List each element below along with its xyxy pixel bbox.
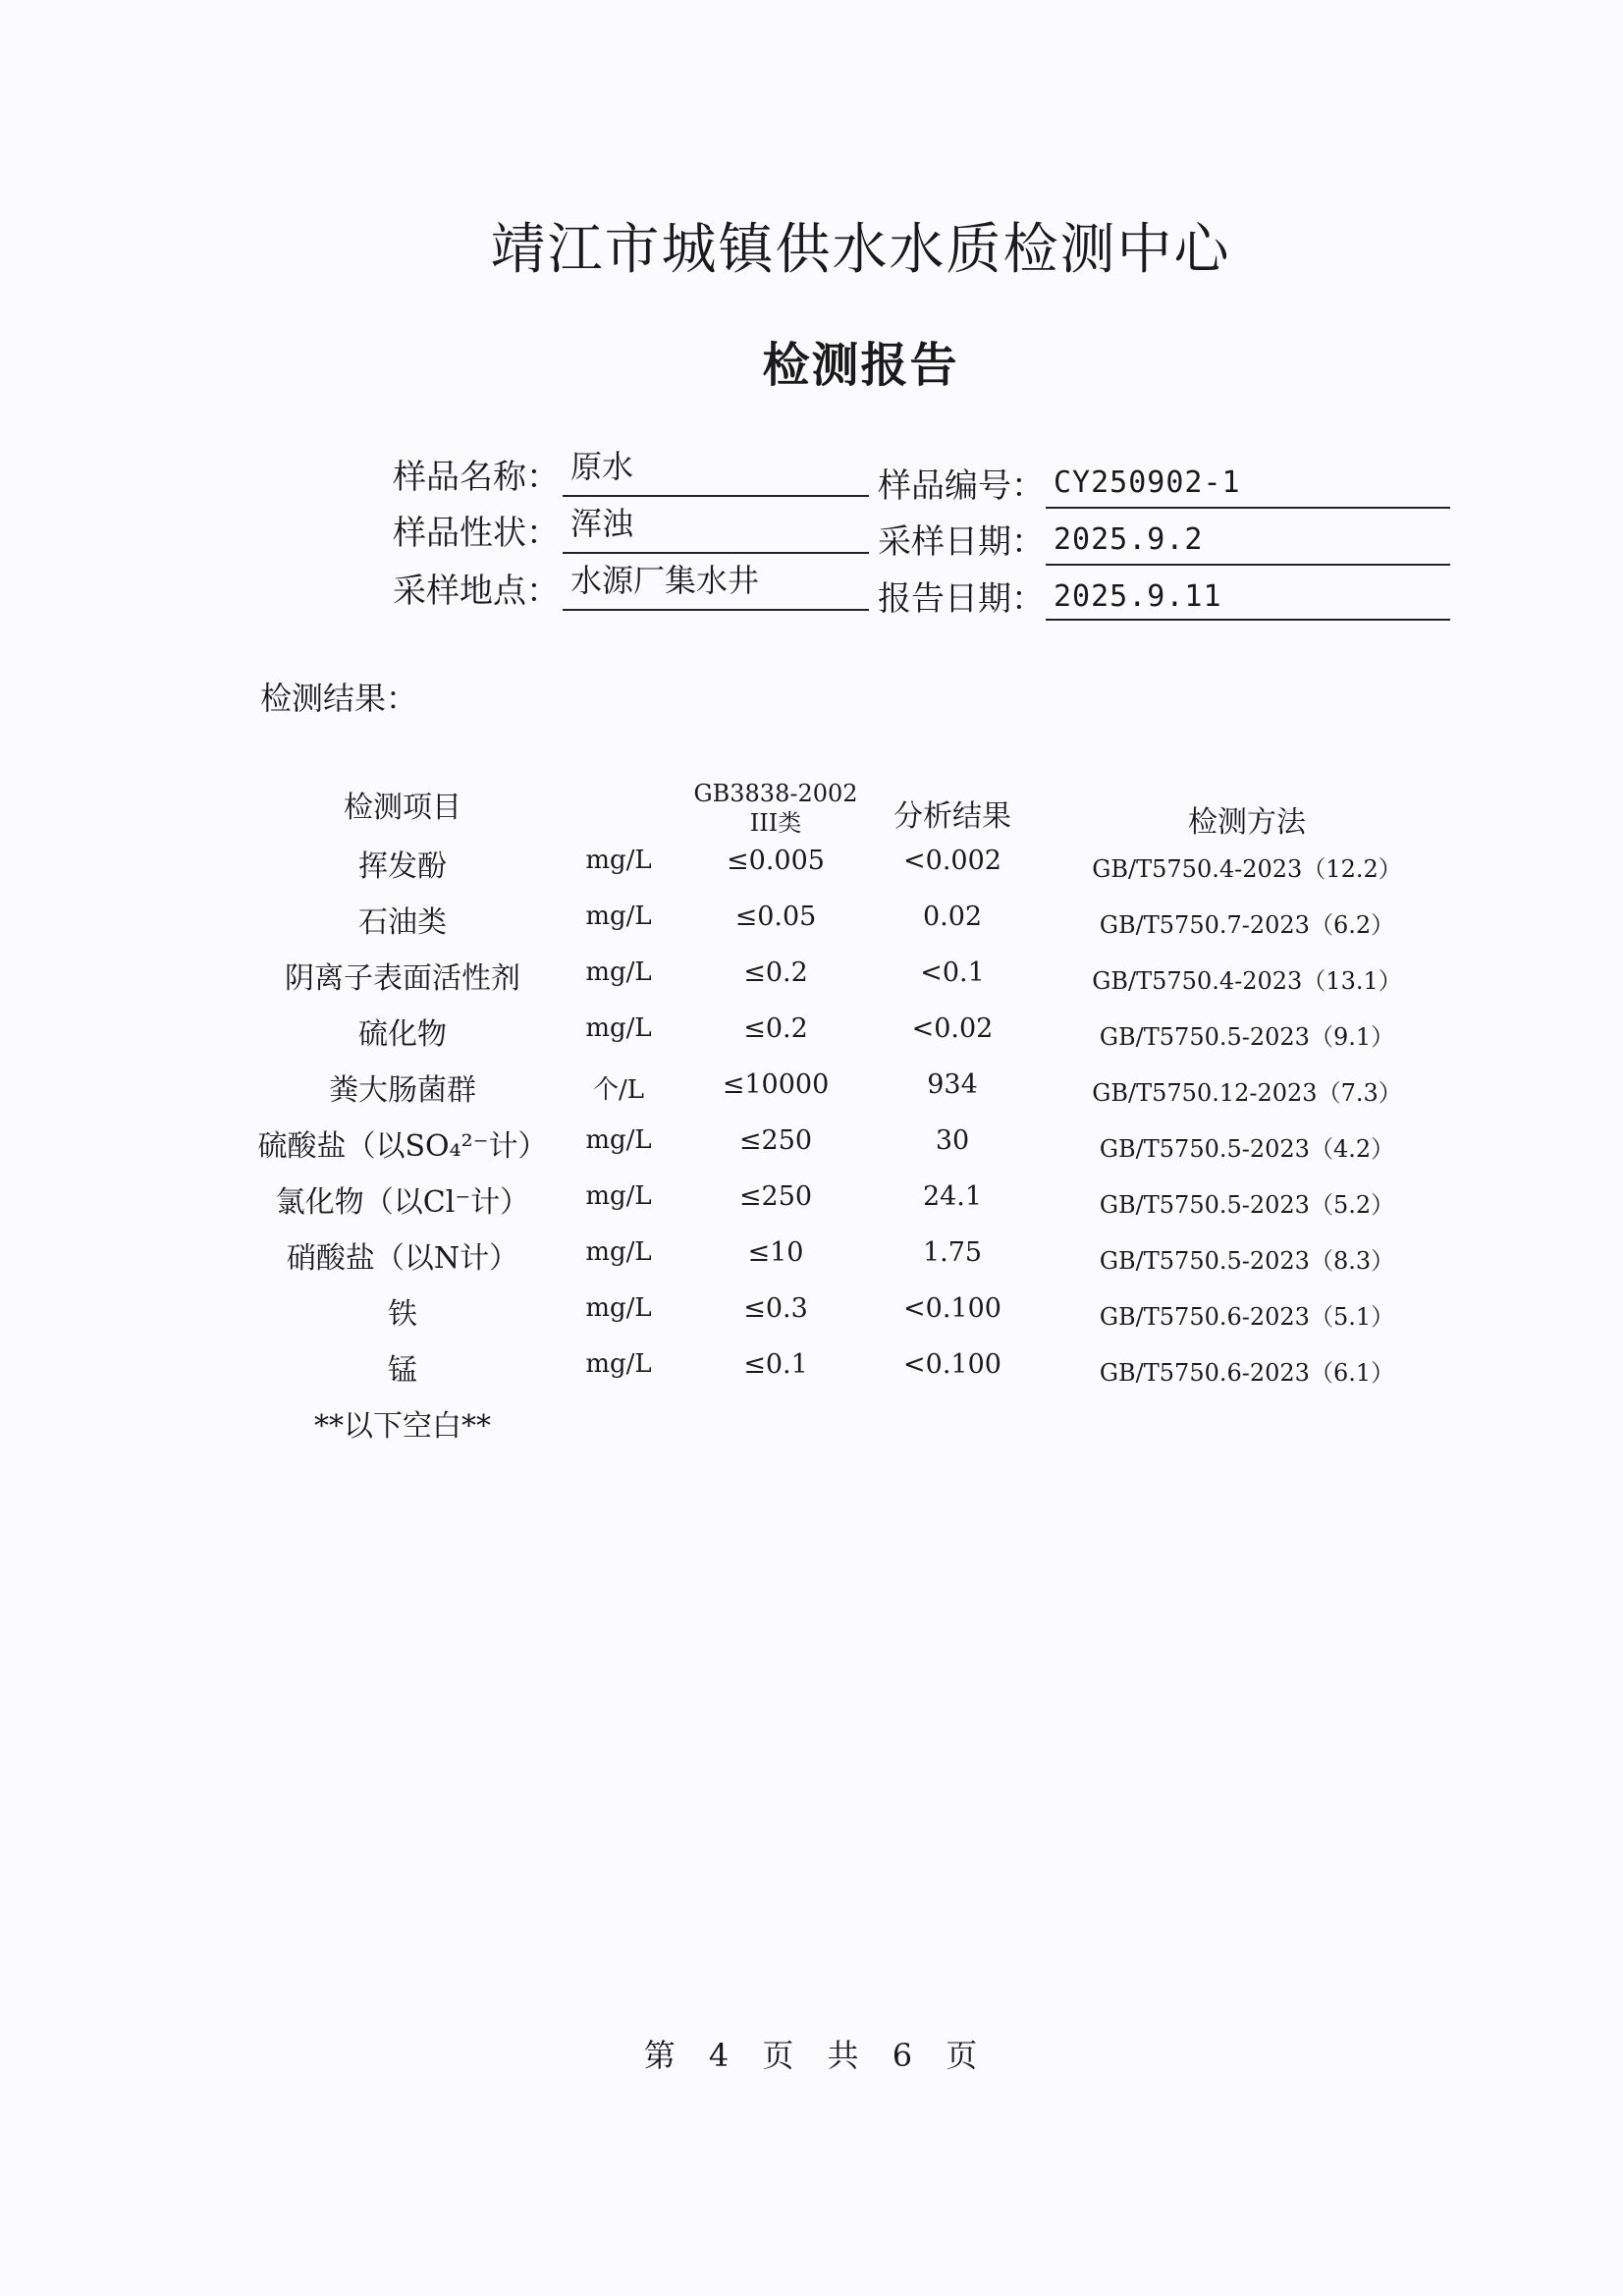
table-row: [0, 954, 1623, 1010]
row-unit: mg/L: [585, 1181, 652, 1211]
row-unit: mg/L: [585, 902, 652, 931]
document-title: 检测报告: [762, 338, 959, 393]
row-unit: mg/L: [585, 957, 652, 987]
header-standard: [677, 779, 874, 838]
row-limit: ≤10000: [722, 1069, 830, 1100]
header-result: 分析结果: [893, 799, 1011, 834]
row-item: 锰: [388, 1353, 417, 1388]
row-result: 934: [927, 1069, 978, 1100]
row-item: 阴离子表面活性剂: [285, 961, 520, 996]
sample-name-value: 原水: [563, 442, 869, 497]
table-row: [0, 842, 1623, 898]
row-item: 硝酸盐（以N计）: [286, 1241, 519, 1276]
row-result: <0.1: [920, 957, 985, 988]
sample-code-value: CY250902-1: [1046, 462, 1450, 509]
sampling-location-label: 采样地点：: [393, 572, 560, 611]
row-method: GB/T5750.5-2023（9.1）: [1099, 1023, 1395, 1051]
sampling-location-value: 水源厂集水井: [563, 556, 869, 611]
sample-state-label: 样品性状：: [393, 514, 560, 553]
row-result: <0.02: [911, 1013, 994, 1044]
table-row: [0, 1177, 1623, 1233]
sample-name-label: 样品名称：: [393, 458, 560, 497]
row-result: 1.75: [922, 1237, 983, 1268]
row-result: <0.100: [903, 1349, 1001, 1380]
row-unit: mg/L: [585, 1237, 652, 1267]
sampling-date-value: 2025.9.2: [1046, 519, 1450, 566]
row-result: 0.02: [922, 902, 983, 932]
table-row: [0, 1010, 1623, 1066]
row-item: 硫化物: [358, 1017, 447, 1052]
row-method: GB/T5750.6-2023（6.1）: [1099, 1359, 1395, 1387]
sample-code-label: 样品编号：: [878, 466, 1045, 506]
report-date-value: 2025.9.11: [1046, 575, 1450, 621]
row-result: <0.002: [903, 846, 1001, 876]
row-limit: ≤10: [747, 1237, 804, 1268]
row-unit: mg/L: [585, 1013, 652, 1043]
row-method: GB/T5750.4-2023（13.1）: [1092, 967, 1402, 995]
row-item: 粪大肠菌群: [329, 1073, 476, 1108]
row-method: GB/T5750.12-2023（7.3）: [1092, 1079, 1402, 1107]
row-limit: ≤0.3: [743, 1293, 808, 1324]
table-row: [0, 1066, 1623, 1121]
results-section-label: 检测结果：: [260, 680, 418, 717]
table-row: [0, 1345, 1623, 1401]
row-method: GB/T5750.5-2023（8.3）: [1099, 1247, 1395, 1275]
table-row: [0, 1289, 1623, 1345]
row-limit: ≤0.2: [743, 957, 808, 988]
row-unit: mg/L: [585, 1293, 652, 1323]
organization-name: 靖江市城镇供水水质检测中心: [490, 218, 1231, 282]
row-method: GB/T5750.4-2023（12.2）: [1092, 855, 1402, 883]
header-item: 检测项目: [344, 791, 461, 825]
row-unit: 个/L: [592, 1075, 645, 1105]
row-limit: ≤0.2: [743, 1013, 808, 1044]
row-item: 氯化物（以Cl⁻计）: [275, 1185, 530, 1220]
row-item: 铁: [388, 1297, 417, 1332]
row-limit: ≤250: [738, 1125, 813, 1156]
row-result: <0.100: [903, 1293, 1001, 1324]
sample-state-value: 浑浊: [563, 499, 869, 554]
row-limit: ≤0.1: [743, 1349, 808, 1380]
row-limit: ≤0.005: [727, 846, 825, 876]
row-method: GB/T5750.5-2023（5.2）: [1099, 1191, 1395, 1219]
row-item: 硫酸盐（以SO₄²⁻计）: [257, 1129, 548, 1164]
header-standard-class: III类: [749, 809, 802, 837]
row-result: 30: [935, 1125, 970, 1156]
report-date-label: 报告日期：: [878, 579, 1045, 619]
header-method: 检测方法: [1188, 805, 1306, 840]
row-method: GB/T5750.5-2023（4.2）: [1099, 1135, 1395, 1163]
row-limit: ≤250: [738, 1181, 813, 1212]
page-number: 第 4 页 共 6 页: [643, 2037, 980, 2074]
row-unit: mg/L: [585, 846, 652, 875]
blank-end-marker: **以下空白**: [314, 1409, 491, 1444]
table-row: [0, 898, 1623, 954]
row-method: GB/T5750.6-2023（5.1）: [1099, 1303, 1395, 1331]
table-row: [0, 1121, 1623, 1177]
row-item: 挥发酚: [358, 849, 447, 884]
row-method: GB/T5750.7-2023（6.2）: [1099, 911, 1395, 939]
row-limit: ≤0.05: [734, 902, 817, 932]
row-unit: mg/L: [585, 1125, 652, 1155]
row-result: 24.1: [922, 1181, 983, 1212]
sampling-date-label: 采样日期：: [878, 522, 1045, 562]
table-row: [0, 1233, 1623, 1289]
header-standard-code: GB3838-2002: [693, 780, 858, 807]
row-item: 石油类: [358, 905, 447, 940]
row-unit: mg/L: [585, 1349, 652, 1379]
